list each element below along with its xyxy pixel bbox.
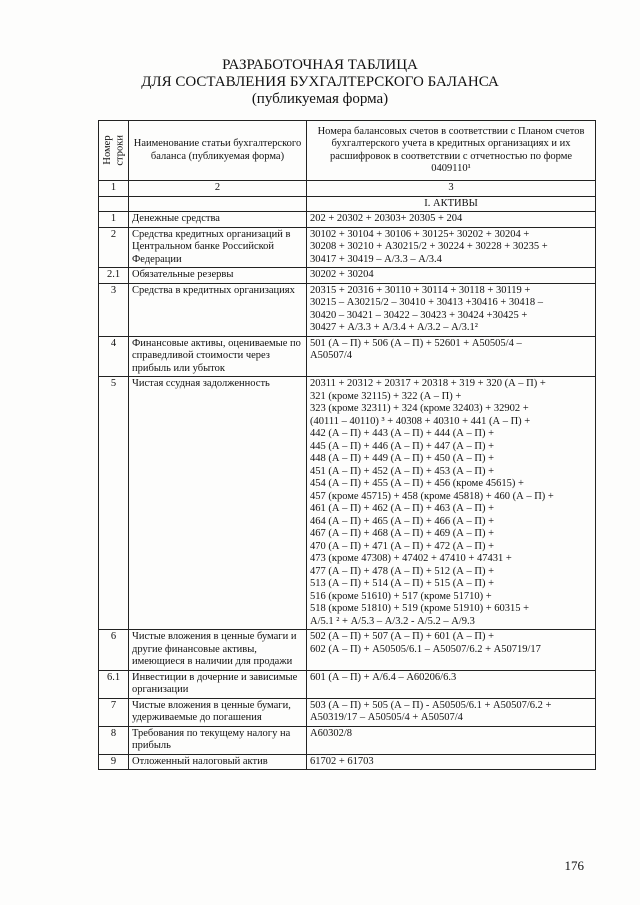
title-line-1: РАЗРАБОТОЧНАЯ ТАБЛИЦА xyxy=(222,57,418,73)
item-name: Чистые вложения в ценные бумаги, удерживаемые до погашения xyxy=(129,698,307,726)
account-numbers: 502 (А – П) + 507 (А – П) + 601 (А – П) + 602 (А – П) + А50505/6.1 – А50507/6.2 + А50719/17 xyxy=(307,630,596,671)
row-number: 4 xyxy=(99,336,129,377)
row-number: 6.1 xyxy=(99,670,129,698)
title-line-2: ДЛЯ СОСТАВЛЕНИЯ БУХГАЛТЕРСКОГО БАЛАНСА xyxy=(141,74,499,90)
item-name: Отложенный налоговый актив xyxy=(129,754,307,770)
row-number: 2 xyxy=(99,227,129,268)
table-row xyxy=(99,698,596,726)
table-row xyxy=(99,726,596,754)
table-row xyxy=(99,336,596,377)
balance-table xyxy=(98,120,596,770)
account-numbers: 30102 + 30104 + 30106 + 30125+ 30202 + 30204 + 30208 + 30210 + А30215/2 + 30224 + 30228 + 30235 + 30417 + 30419 – А/3.3 – А/3.4 xyxy=(307,227,596,268)
item-name: Чистая ссудная задолженность xyxy=(129,377,307,630)
row-number: 9 xyxy=(99,754,129,770)
header-item-name: Наименование статьи бухгалтерского баланса (публикуемая форма) xyxy=(129,121,307,181)
section-title: I. АКТИВЫ xyxy=(307,196,596,212)
header-account-numbers: Номера балансовых счетов в соответствии с Планом счетов бухгалтерского учета в кредитных организациях и их расшифровок в соответствии с отчетностью по форме 0409110¹ xyxy=(307,121,596,181)
table-header-row xyxy=(99,121,596,181)
table-row xyxy=(99,212,596,228)
page-number: 176 xyxy=(564,858,584,873)
account-numbers: 20315 + 20316 + 30110 + 30114 + 30118 + 30119 + 30215 – А30215/2 – 30410 + 30413 +30416 + 30418 – 30420 – 30421 – 30422 – 30423 + 30424 +30425 + 30427 + А/3.3 + А/3.4 + А/3.2 – А/3.1² xyxy=(307,283,596,336)
account-numbers: А60302/8 xyxy=(307,726,596,754)
column-number-3: 3 xyxy=(307,181,596,197)
item-name: Средства кредитных организаций в Центральном банке Российской Федерации xyxy=(129,227,307,268)
table-row xyxy=(99,377,596,630)
header-row-number: Номер строки xyxy=(99,121,129,181)
item-name: Средства в кредитных организациях xyxy=(129,283,307,336)
item-name: Инвестиции в дочерние и зависимые организации xyxy=(129,670,307,698)
table-row xyxy=(99,630,596,671)
account-numbers: 61702 + 61703 xyxy=(307,754,596,770)
item-name: Чистые вложения в ценные бумаги и другие финансовые активы, имеющиеся в наличии для продажи xyxy=(129,630,307,671)
title-line-3: (публикуемая форма) xyxy=(251,91,389,107)
table-row xyxy=(99,268,596,284)
item-name: Денежные средства xyxy=(129,212,307,228)
column-number-2: 2 xyxy=(129,181,307,197)
row-number: 1 xyxy=(99,212,129,228)
item-name: Обязательные резервы xyxy=(129,268,307,284)
table-row xyxy=(99,754,596,770)
item-name: Требования по текущему налогу на прибыль xyxy=(129,726,307,754)
account-numbers: 503 (А – П) + 505 (А – П) - А50505/6.1 + А50507/6.2 + А50319/17 – А50505/4 + А50507/4 xyxy=(307,698,596,726)
table-row xyxy=(99,227,596,268)
row-number: 7 xyxy=(99,698,129,726)
account-numbers: 601 (А – П) + А/6.4 – А60206/6.3 xyxy=(307,670,596,698)
item-name: Финансовые активы, оцениваемые по справедливой стоимости через прибыль или убыток xyxy=(129,336,307,377)
table-row xyxy=(99,670,596,698)
column-number-1: 1 xyxy=(99,181,129,197)
document-title xyxy=(0,57,640,108)
account-numbers: 202 + 20302 + 20303+ 20305 + 204 xyxy=(307,212,596,228)
row-number: 3 xyxy=(99,283,129,336)
account-numbers: 30202 + 30204 xyxy=(307,268,596,284)
row-number: 5 xyxy=(99,377,129,630)
row-number: 8 xyxy=(99,726,129,754)
row-number: 6 xyxy=(99,630,129,671)
account-numbers: 20311 + 20312 + 20317 + 20318 + 319 + 320 (А – П) + 321 (кроме 32115) + 322 (А – П) + 323 (кроме 32311) + 324 (кроме 32403) + 32902 + (40111 – 40110) ³ + 40308 + 40310 + 441 (А – П) + 442 (А – П) + 443 (А – П) + 444 (А – П) + 445 (А – П) + 446 (А – П) + 447 (А – П) + 448 (А – П) + 449 (А – П) + 450 (А – П) + 451 (А – П) + 452 (А – П) + 453 (А – П) + 454 (А – П) + 455 (А – П) + 456 (кроме 45615) + 457 (кроме 45715) + 458 (кроме 45818) + 460 (А – П) + 461 (А – П) + 462 (А – П) + 463 (А – П) + 464 (А – П) + 465 (А – П) + 466 (А – П) + 467 (А – П) + 468 (А – П) + 469 (А – П) + 470 (А – П) + 471 (А – П) + 472 (А – П) + 473 (кроме 47308) + 47402 + 47410 + 47431 + 477 (А – П) + 478 (А – П) + 512 (А – П) + 513 (А – П) + 514 (А – П) + 515 (А – П) + 516 (кроме 51610) + 517 (кроме 51710) + 518 (кроме 51810) + 519 (кроме 51910) + 60315 + А/5.1 ² + А/5.3 – А/3.2 - А/5.2 – А/9.3 xyxy=(307,377,596,630)
table-column-numbers-row xyxy=(99,181,596,197)
table-row xyxy=(99,283,596,336)
row-number: 2.1 xyxy=(99,268,129,284)
account-numbers: 501 (А – П) + 506 (А – П) + 52601 + А50505/4 – А50507/4 xyxy=(307,336,596,377)
section-row xyxy=(99,196,596,212)
